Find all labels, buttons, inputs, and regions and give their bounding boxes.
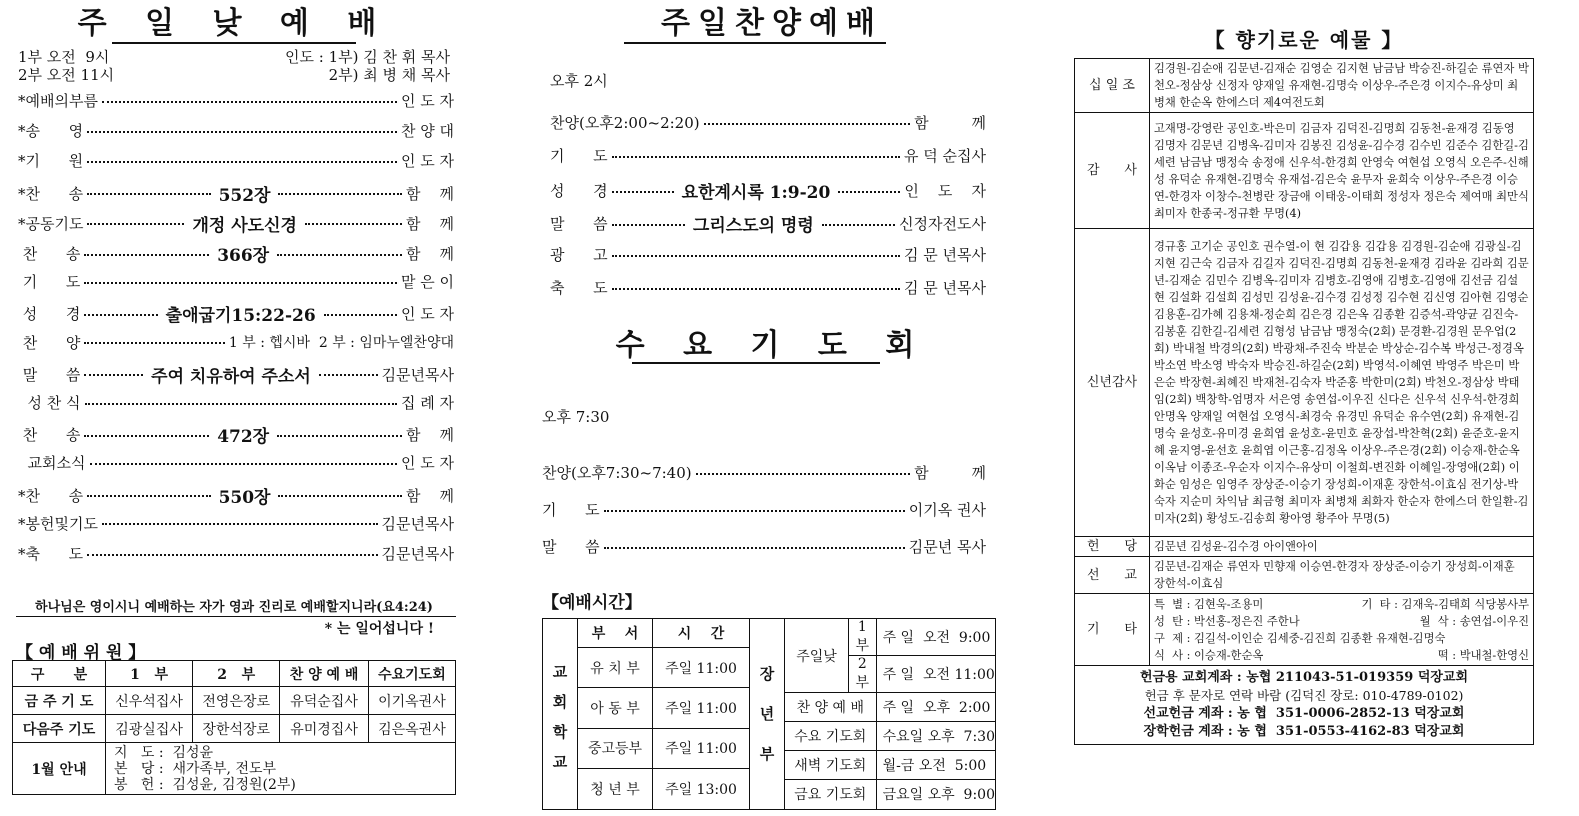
table-cell: 주일 11:00 <box>653 648 750 688</box>
wednesday-title: 수 요 기 도 회 <box>615 328 929 363</box>
order-label: 말 씀 <box>550 215 608 233</box>
table-row <box>1075 594 1534 666</box>
committee-table <box>12 660 456 795</box>
order-detail: 552장 <box>218 185 271 206</box>
order-detail: 주여 치유하여 주소서 <box>151 366 311 387</box>
order-row <box>18 271 454 292</box>
title-underline <box>112 42 356 44</box>
offering-label: 신년감사 <box>1075 229 1150 537</box>
offering-label: 헌 당 <box>1075 537 1150 557</box>
table-cell: 아 동 부 <box>578 688 653 728</box>
etc-text: 특 별 : 김현욱-조용미 <box>1154 597 1264 611</box>
order-label: 성 경 <box>18 305 81 324</box>
order-detail: 472장 <box>217 427 270 448</box>
dotted-leader <box>704 123 910 125</box>
order-label: 축 도 <box>550 279 608 297</box>
order-row <box>18 362 454 387</box>
etc-text: 식 사 : 이승재-한순옥 <box>1154 648 1264 662</box>
table-cell: 월-금 오전 5:00 <box>876 751 995 780</box>
offering-names: 김문년-김재순 류연자 민향재 이승연-한경자 장상준-이승기 장성희-이재훈 장한석-이효심 <box>1150 557 1534 594</box>
offerings-title: 【 향기로운 예물 】 <box>1204 28 1404 52</box>
order-performer: 1 부 : 헵시바 2 부 : 임마누엘찬양대 <box>228 335 454 352</box>
title-underline <box>632 362 880 364</box>
dotted-leader <box>84 282 397 284</box>
table-cell: 전영은장로 <box>193 687 280 715</box>
offering-label: 감 사 <box>1075 113 1150 229</box>
dotted-leader <box>84 342 225 344</box>
order-label: *송 영 <box>18 122 84 141</box>
schedule-title: 【예배시간】 <box>542 593 642 613</box>
order-row <box>550 277 986 298</box>
dotted-leader <box>84 314 157 316</box>
order-performer: 이기옥 권사 <box>908 501 986 519</box>
order-row <box>18 513 454 534</box>
table-cell: 청 년 부 <box>578 769 653 809</box>
order-label: *축 도 <box>18 545 84 563</box>
verse-text: 하나님은 영이시니 예배하는 자가 영과 진리로 예배할지니라(요4:24) <box>35 600 433 615</box>
wednesday-time: 오후 7:30 <box>542 408 610 426</box>
order-label: *공동기도 <box>18 214 84 233</box>
order-label: 찬 송 <box>18 245 81 263</box>
table-row <box>1075 59 1534 113</box>
offering-names: 김경원-김순애 김문년-김재순 김영순 김지현 남금남 박승진-하길순 류연자 박천오-정삼상 신정자 양재일 유재현-김명숙 이상우-주은경 이지수-유상미 최병채 한순옥 한에스더 제4여전도회 <box>1150 59 1534 113</box>
dotted-leader <box>87 495 210 497</box>
table-row <box>13 687 456 715</box>
table-cell: 김광실집사 <box>106 715 193 743</box>
table-row <box>1075 537 1534 557</box>
table-cell: 금 주 기 도 <box>13 687 106 715</box>
order-performer: 김 문 년목사 <box>904 246 986 264</box>
dotted-leader <box>87 554 377 556</box>
table-cell: 장한석장로 <box>193 715 280 743</box>
order-row <box>18 332 454 353</box>
january-line: 지 도 : 김성윤 <box>114 744 214 761</box>
church-account: 헌금용 교회계좌 : 농협 211043-51-019359 덕장교회 <box>1139 670 1469 685</box>
order-label: 찬 송 <box>18 426 81 445</box>
table-row <box>785 780 995 809</box>
offering-names: 고재명-강영란 공인호-박은미 김금자 김덕진-김명희 김동천-윤재경 김동영 김명자 김문년 김병옥-김미자 김봉진 김성윤-김수경 김수빈 김준수 김한길-김세련 남금남 맹정숙 송정애 신우석-한경희 안영숙 여현섭 오영식 오은주-신해성 유덕순 유재현-김명숙 유재섭-김은숙 윤무자 윤희숙 이상우-주은경 이승연-한경자 이창수-천병란 장금애 이태웅-이태희 정성자 정은숙 제여매 최만식 최미자 한종국-정규환 무명(4) <box>1150 113 1534 229</box>
order-label: 성 찬 식 <box>18 394 81 412</box>
table-row <box>1075 113 1534 229</box>
offering-label: 선 교 <box>1075 557 1150 594</box>
order-detail: 출애굽기15:22-26 <box>165 306 316 327</box>
order-performer: 인 도 자 <box>400 152 454 171</box>
order-performer: 함 께 <box>914 464 986 482</box>
order-row <box>18 422 454 447</box>
table-cell: 주일 11:00 <box>653 728 750 768</box>
table-row <box>785 619 995 656</box>
account-row <box>1075 666 1534 745</box>
order-row <box>550 211 986 236</box>
order-label: *찬 송 <box>18 184 84 203</box>
order-performer: 인 도 자 <box>400 305 454 324</box>
dotted-leader <box>90 463 397 465</box>
dotted-leader <box>612 224 685 226</box>
january-line: 본 당 : 새가족부, 전도부 <box>114 760 277 777</box>
leader-line-2: 2부) 최 병 채 목사 <box>328 66 450 84</box>
etc-details <box>1150 594 1534 666</box>
offerings-table <box>1074 58 1534 745</box>
dotted-leader <box>102 101 397 103</box>
etc-line <box>1154 596 1529 613</box>
table-cell: 유미경집사 <box>280 715 369 743</box>
table-cell: 유덕순집사 <box>280 687 369 715</box>
dotted-leader <box>838 191 900 193</box>
table-cell: 새벽 기도회 <box>785 751 876 780</box>
table-cell: 주일 13:00 <box>653 769 750 809</box>
table-row <box>1075 229 1534 537</box>
table-row <box>13 715 456 743</box>
table-header: 찬 양 예 배 <box>280 661 369 687</box>
account-box <box>1075 666 1534 745</box>
order-label: *찬 송 <box>18 486 84 505</box>
order-performer: 함 께 <box>405 486 455 505</box>
school-label-text: 교 회 학 교 <box>552 662 568 771</box>
table-cell: 찬 양 예 배 <box>785 693 876 722</box>
order-row <box>550 244 986 265</box>
table-header: 구 분 <box>13 661 106 687</box>
dotted-leader <box>277 435 402 437</box>
dotted-leader <box>319 374 378 376</box>
service-time-1: 1부 오전 9시 <box>18 48 110 66</box>
table-header: 부 서 <box>578 619 653 648</box>
etc-text: 성 탄 : 박선홍-정은진 주한나 <box>1154 614 1300 628</box>
order-performer: 김 문 년목사 <box>904 279 986 297</box>
table-row <box>785 693 995 722</box>
table-cell: 다음주 기도 <box>13 715 106 743</box>
table-cell: 주 일 오전 11:00 <box>876 656 995 693</box>
order-label: 교회소식 <box>18 454 86 473</box>
table-cell: 유 치 부 <box>578 648 653 688</box>
order-row <box>542 536 986 557</box>
order-performer: 집 례 자 <box>400 394 454 412</box>
dotted-leader <box>102 523 378 525</box>
offering-label: 십 일 조 <box>1075 59 1150 113</box>
order-label: 기 도 <box>550 147 608 165</box>
order-performer: 함 께 <box>405 426 454 445</box>
dotted-leader <box>84 254 209 256</box>
order-label: 말 씀 <box>542 538 600 556</box>
order-row <box>18 211 454 236</box>
table-row <box>785 751 995 780</box>
offering-label: 기 타 <box>1075 594 1150 666</box>
order-row <box>18 483 454 508</box>
order-detail: 366장 <box>217 246 270 266</box>
dotted-leader <box>604 547 905 549</box>
order-performer: 찬 양 대 <box>400 122 454 141</box>
table-cell: 신우석집사 <box>106 687 193 715</box>
table-cell: 주 일 오전 9:00 <box>876 619 995 656</box>
table-cell: 2 부 <box>849 656 877 693</box>
committee-title: 【 예 배 위 원 】 <box>16 643 146 663</box>
table-cell: 1 부 <box>849 619 877 656</box>
order-row <box>18 181 454 206</box>
order-label: 성 경 <box>550 182 608 200</box>
january-label: 1월 안내 <box>13 743 106 795</box>
stand-note: * 는 일어섭니다 ! <box>324 621 434 637</box>
order-row <box>550 112 986 133</box>
table-header: 1 부 <box>106 661 193 687</box>
etc-text: 월 삭 : 송연섭-이우진 <box>1419 614 1529 628</box>
dotted-leader <box>324 314 397 316</box>
table-header: 시 간 <box>653 619 750 648</box>
order-row <box>18 543 454 564</box>
offering-names: 김문년 김성윤-김수경 아이앤아이 <box>1150 537 1534 557</box>
order-detail: 그리스도의 명령 <box>692 216 814 236</box>
table-cell: 수요 기도회 <box>785 722 876 751</box>
order-row <box>550 178 986 203</box>
leader-line-1: 인도 : 1부) 김 찬 휘 목사 <box>285 48 450 66</box>
order-row <box>18 150 454 171</box>
order-performer: 김문년목사 <box>381 545 454 563</box>
dotted-leader <box>87 161 397 163</box>
table-cell: 수요일 오후 7:30 <box>876 722 995 751</box>
order-row <box>18 241 454 266</box>
order-performer: 김문년목사 <box>381 365 455 384</box>
table-header: 2 부 <box>193 661 280 687</box>
order-detail: 요한계시록 1:9-20 <box>681 183 831 203</box>
dotted-leader <box>612 191 674 193</box>
dotted-leader <box>85 403 397 405</box>
order-performer: 김문년목사 <box>381 514 454 533</box>
order-performer: 김문년 목사 <box>908 538 986 556</box>
offering-names: 경규홍 고기순 공인호 권수열-이 현 김갑용 김갑용 김경원-김순애 김광실-김지현 김근숙 김금자 김길자 김덕진-김명희 김동천-윤재경 김라윤 김라희 김문년-김재순 김민수 김병옥-김미자 김병호-김영애 김병호-김영애 김선금 김설현 김설화 김설희 김성민 김성윤-김수경 김성정 김수현 김신영 김아현 김영순 김용훈-김가혜 김용채-정순희 김은경 김은옥 김종환 김증석-곽양균 김진숙-김봉훈 김한길-김세련 김형성 남금남 맹정숙(2회) 문경환-김경원 문우업(2회) 박내철 박경의(2회) 박광채-주진숙 박분순 박상순-김수복 박성근-정경옥 박소연 박소영 박숙자 박승진-하길순(2회) 박영석-이혜연 박영주 박은미 박은순 박장현-최혜진 박재천-김숙자 박준홍 박한미(2회) 박천오-정삼상 박태임(2회) 백창학-엄명자 서은영 송연섭-이우진 신다은 신우석 신우석-한경희 안명옥 양재일 여현섭 오영식-최경숙 유경민 유덕순 유수연(2회) 유재현-김명숙 윤성호-유미경 윤희엽 윤성호-윤민호 윤장섭-박찬혁(2회) 윤준호-윤지혜 윤지영-윤선호 윤희엽 이근홍-김정옥 이상우-주은경(2회) 이승재-한순옥 이옥남 이종조-우순자 이지수-유상미 이철희-변진화 이혜일-장영애(2회) 이화순 임성은 임영주 장상준-이승기 장성희-이재훈 장한석-이효심 전기상-박숙자 지순미 차익남 최금형 최미자 최병채 최화자 한순자 한에스더 한일환-김미자(2회) 황성도-김송희 황아영 황주아 무명(5) <box>1150 229 1534 537</box>
order-row <box>550 145 986 166</box>
adult-label <box>750 619 785 810</box>
committee-header-row <box>13 661 456 687</box>
order-performer: 인 도 자 <box>400 92 454 110</box>
school-label <box>543 619 578 810</box>
adult-schedule-table <box>785 619 995 809</box>
dotted-leader <box>612 255 900 257</box>
order-label: 기 도 <box>18 273 81 292</box>
service-time-2: 2부 오전 11시 <box>18 66 115 84</box>
table-cell: 주 일 오후 2:00 <box>876 693 995 722</box>
order-label: 기 도 <box>542 501 600 519</box>
january-line: 봉 헌 : 김성윤, 김정원(2부) <box>114 776 296 793</box>
sunday-service-title: 주 일 낮 예 배 <box>77 6 391 41</box>
order-performer: 함 께 <box>405 214 455 233</box>
etc-text: 구 제 : 김길석-이인순 김세중-김진희 김종환 유재현-김명숙 <box>1154 631 1446 645</box>
order-label: 찬 양 <box>18 333 81 352</box>
verse-divider <box>16 616 456 617</box>
praise-service-title: 주일찬양예배 <box>661 6 883 41</box>
table-cell: 이기옥권사 <box>368 687 455 715</box>
etc-line <box>1154 613 1529 630</box>
order-row <box>18 90 454 111</box>
order-label: 말 씀 <box>18 365 81 384</box>
dotted-leader <box>84 435 209 437</box>
table-cell: 주일낮 <box>785 619 849 693</box>
order-performer: 신정자전도사 <box>899 215 987 233</box>
table-cell: 주일 11:00 <box>653 688 750 728</box>
order-performer: 함 께 <box>914 114 986 132</box>
etc-text: 기 타 : 김재욱-김태희 식당봉사부 <box>1361 597 1529 611</box>
order-row <box>18 392 454 413</box>
dotted-leader <box>277 254 402 256</box>
dotted-leader <box>87 193 210 195</box>
table-cell: 김은옥권사 <box>368 715 455 743</box>
order-label: 찬양(오후7:30~7:40) <box>542 464 692 482</box>
adult-label-text: 장 년 부 <box>759 664 775 763</box>
schedule-table <box>542 618 996 810</box>
etc-line <box>1154 630 1529 647</box>
order-label: *예배의부름 <box>18 92 98 110</box>
order-label: 광 고 <box>550 246 608 264</box>
order-row <box>18 120 454 141</box>
schedule-header-row <box>543 619 996 648</box>
dotted-leader <box>604 510 905 512</box>
table-row <box>1075 557 1534 594</box>
dotted-leader <box>278 495 401 497</box>
dotted-leader <box>87 131 397 133</box>
mission-account: 선교헌금 계좌 : 농 협 351-0006-2852-13 덕장교회 <box>1143 706 1465 721</box>
dotted-leader <box>84 374 143 376</box>
order-label: *봉헌및기도 <box>18 514 98 533</box>
dotted-leader <box>822 224 895 226</box>
scholarship-account: 장학헌금 계좌 : 농 협 351-0553-4162-83 덕장교회 <box>1143 724 1465 739</box>
order-performer: 인 도 자 <box>400 454 454 473</box>
etc-text: 떡 : 박내철-한영신 <box>1437 648 1529 662</box>
adult-schedule <box>785 619 996 810</box>
order-detail: 개정 사도신경 <box>192 215 297 236</box>
dotted-leader <box>87 223 184 225</box>
january-info <box>106 743 456 795</box>
order-label: *기 원 <box>18 152 84 171</box>
order-performer: 유 덕 순집사 <box>904 147 986 165</box>
order-detail: 550장 <box>218 487 271 508</box>
order-row <box>542 499 986 520</box>
dotted-leader <box>696 473 910 475</box>
table-cell: 중고등부 <box>578 728 653 768</box>
order-performer: 함 께 <box>405 245 454 263</box>
order-row <box>542 462 986 483</box>
order-label: 찬양(오후2:00~2:20) <box>550 114 700 132</box>
title-underline <box>624 42 886 44</box>
table-cell: 금요일 오후 9:00 <box>882 787 995 804</box>
dotted-leader <box>305 223 402 225</box>
order-row <box>18 452 454 473</box>
table-row <box>785 722 995 751</box>
order-row <box>18 301 454 326</box>
dotted-leader <box>278 193 401 195</box>
order-performer: 함 께 <box>405 184 455 203</box>
account-note: 헌금 후 문자로 연락 바람 (김덕진 장로: 010-4789-0102) <box>1144 688 1464 703</box>
dotted-leader <box>612 288 900 290</box>
january-row <box>13 743 456 795</box>
order-performer: 인 도 자 <box>904 182 986 200</box>
dotted-leader <box>612 156 900 158</box>
praise-time: 오후 2시 <box>550 72 608 90</box>
order-performer: 맡 은 이 <box>400 273 454 292</box>
etc-line <box>1154 647 1529 664</box>
table-cell: 금요 기도회 <box>785 780 876 809</box>
table-header: 수요기도회 <box>368 661 455 687</box>
